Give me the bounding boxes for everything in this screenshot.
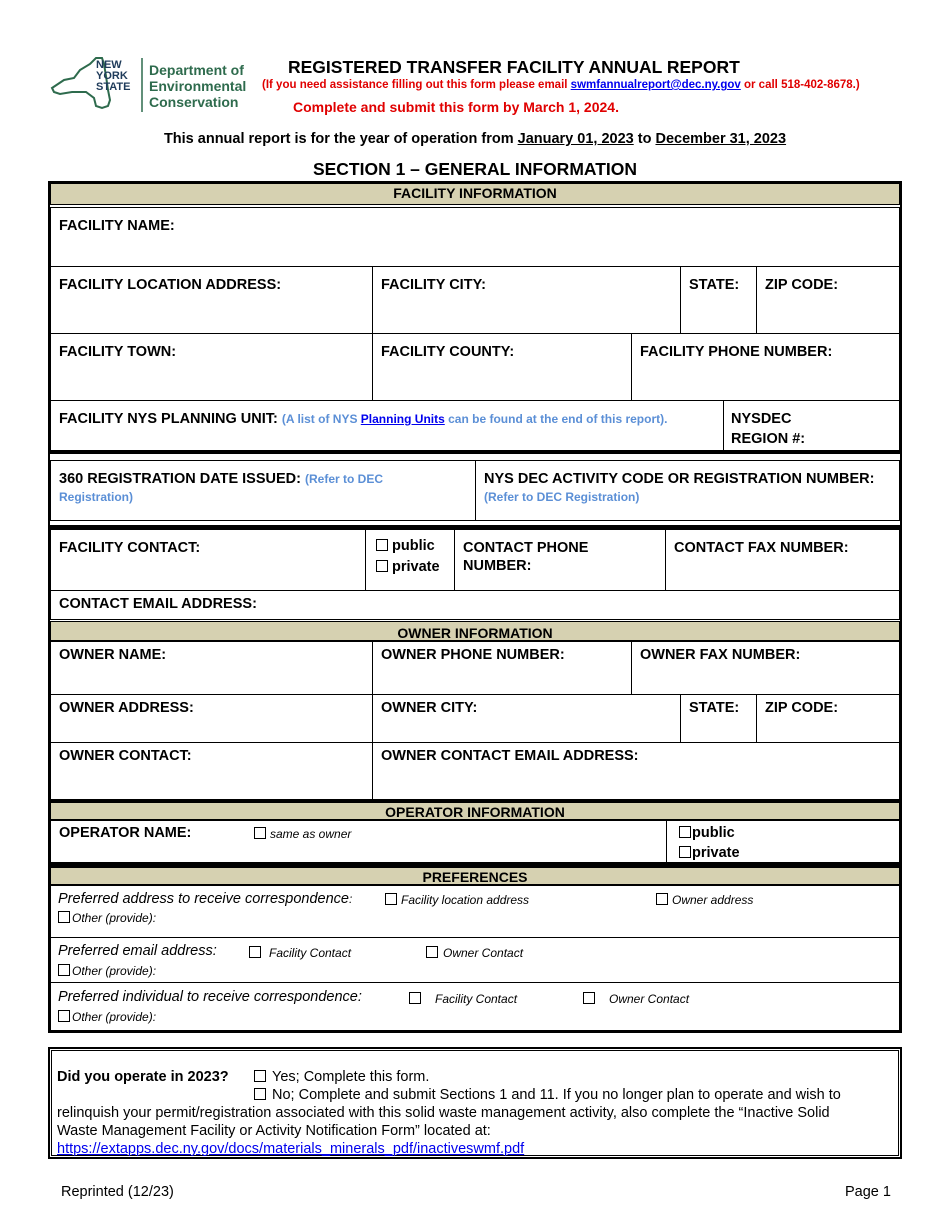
planning-units-link[interactable]: Planning Units xyxy=(360,412,445,426)
individual-other-checkbox[interactable] xyxy=(58,1010,70,1022)
logo-new: NEW xyxy=(96,59,122,71)
owner-contact-email-label: OWNER CONTACT EMAIL ADDRESS: xyxy=(381,748,639,764)
email-owner-contact-checkbox[interactable] xyxy=(426,946,438,958)
email-facility-contact-checkbox[interactable] xyxy=(249,946,261,958)
activity-code-text: NYS DEC ACTIVITY CODE OR REGISTRATION NUMBER: xyxy=(484,471,875,487)
facility-name-field[interactable] xyxy=(50,207,900,267)
contact-fax-field[interactable] xyxy=(665,529,900,591)
owner-address-field[interactable] xyxy=(50,694,373,743)
planning-note-post: can be found at the end of this report). xyxy=(444,412,668,426)
section-title: SECTION 1 – GENERAL INFORMATION xyxy=(312,159,638,179)
facility-zip-label: ZIP CODE: xyxy=(765,277,839,293)
preferred-email-row xyxy=(50,937,900,983)
dept-line-3: Conservation xyxy=(149,94,239,110)
preferred-individual-question: Preferred individual to receive correspondence: xyxy=(58,989,362,1005)
year-to: December 31, 2023 xyxy=(655,131,787,147)
individual-owner-contact-label: Owner Contact xyxy=(609,992,690,1006)
region-line-1: NYSDEC xyxy=(731,411,792,427)
planning-unit-text: FACILITY NYS PLANNING UNIT: xyxy=(59,411,282,427)
preferred-email-question: Preferred email address: xyxy=(58,943,217,959)
facility-contact-type xyxy=(365,529,455,591)
preferred-address-question: Preferred address to receive correspondence xyxy=(58,891,349,907)
contact-phone-field[interactable] xyxy=(454,529,666,591)
facility-county-field[interactable] xyxy=(372,333,632,401)
logo-state: STATE xyxy=(96,81,131,93)
facility-phone-field[interactable] xyxy=(631,333,900,401)
owner-name-label: OWNER NAME: xyxy=(59,647,167,663)
nys-dec-logo xyxy=(50,54,255,118)
region-line-2: REGION #: xyxy=(731,431,806,447)
operate-yes xyxy=(254,1069,429,1085)
email-owner-contact-label: Owner Contact xyxy=(443,946,524,960)
contact-email-label: CONTACT EMAIL ADDRESS: xyxy=(59,596,257,612)
individual-facility-contact-label: Facility Contact xyxy=(435,992,518,1006)
owner-contact-email-field[interactable] xyxy=(372,742,900,800)
activity-code-label xyxy=(484,470,884,506)
email-other-label: Other (provide): xyxy=(72,964,157,978)
dept-line-1: Department of xyxy=(149,62,244,78)
facility-contact-field[interactable] xyxy=(50,529,366,591)
operator-public-label: public xyxy=(692,825,735,841)
owner-city-field[interactable] xyxy=(372,694,681,743)
year-of-operation xyxy=(0,131,950,147)
preferred-address-row xyxy=(50,885,900,938)
submit-deadline: Complete and submit this form by March 1, 2024. xyxy=(293,99,619,115)
facility-contact-label: FACILITY CONTACT: xyxy=(59,540,201,556)
owner-contact-field[interactable] xyxy=(50,742,373,800)
region-label xyxy=(731,410,805,448)
private-checkbox[interactable] xyxy=(376,560,388,572)
registration-date-note: (Refer to DEC Registration) xyxy=(59,472,384,504)
owner-zip-field[interactable] xyxy=(756,694,900,743)
operate-yes-label: Yes; Complete this form. xyxy=(272,1069,430,1085)
owner-info-band: OWNER INFORMATION xyxy=(50,621,900,641)
operate-line-2: relinquish your permit/registration associated with this solid waste management activity, also complete the “Inactive Solid xyxy=(57,1105,830,1121)
nysdec-region-field[interactable] xyxy=(723,400,900,452)
preferences-band: PREFERENCES xyxy=(50,867,900,885)
owner-name-field[interactable] xyxy=(50,641,373,695)
individual-owner-contact-checkbox[interactable] xyxy=(583,992,595,1004)
public-checkbox[interactable] xyxy=(376,539,388,551)
operator-name-field[interactable] xyxy=(50,820,667,863)
facility-city-field[interactable] xyxy=(372,266,681,334)
operator-name-label: OPERATOR NAME: xyxy=(59,825,192,841)
owner-phone-label: OWNER PHONE NUMBER: xyxy=(381,647,565,663)
pref-address-other-checkbox[interactable] xyxy=(58,911,70,923)
facility-city-label: FACILITY CITY: xyxy=(381,277,486,293)
facility-planning-unit-field[interactable] xyxy=(50,400,724,452)
pref-facility-location-checkbox[interactable] xyxy=(385,893,397,905)
owner-contact-label: OWNER CONTACT: xyxy=(59,748,192,764)
inactive-form-link[interactable]: https://extapps.dec.ny.gov/docs/materials_minerals_pdf/inactiveswmf.pdf xyxy=(57,1141,525,1157)
activity-code-field[interactable] xyxy=(475,460,900,521)
pref-facility-location-label: Facility location address xyxy=(401,893,530,907)
operator-info-band: OPERATOR INFORMATION xyxy=(50,802,900,820)
facility-location-address-label: FACILITY LOCATION ADDRESS: xyxy=(59,277,282,293)
planning-note-pre: (A list of NYS xyxy=(281,412,361,426)
operate-no xyxy=(254,1087,841,1103)
assist-post: or call 518-402-8678.) xyxy=(740,79,860,91)
page-number: Page 1 xyxy=(845,1184,891,1200)
owner-address-label: OWNER ADDRESS: xyxy=(59,700,194,716)
pref-owner-address-checkbox[interactable] xyxy=(656,893,668,905)
facility-town-label: FACILITY TOWN: xyxy=(59,344,177,360)
year-pre: This annual report is for the year of operation from xyxy=(163,131,518,147)
facility-town-field[interactable] xyxy=(50,333,373,401)
private-label: private xyxy=(392,559,440,575)
public-label: public xyxy=(392,538,435,554)
year-mid: to xyxy=(633,131,656,147)
owner-phone-field[interactable] xyxy=(372,641,632,695)
planning-unit-label xyxy=(59,410,667,428)
report-title: REGISTERED TRANSFER FACILITY ANNUAL REPORT xyxy=(288,57,740,77)
individual-other-label: Other (provide): xyxy=(72,1010,157,1024)
assist-email-link[interactable]: swmfannualreport@dec.ny.gov xyxy=(570,79,741,91)
facility-state-label: STATE: xyxy=(689,277,740,293)
operate-yes-checkbox[interactable] xyxy=(254,1070,266,1082)
owner-fax-field[interactable] xyxy=(631,641,900,695)
pref-owner-address-label: Owner address xyxy=(672,893,754,907)
activity-code-note: (Refer to DEC Registration) xyxy=(484,490,640,504)
preferred-address-colon: : xyxy=(348,892,353,906)
assist-pre: (If you need assistance filling out this form please email xyxy=(262,79,571,91)
pref-address-other-label: Other (provide): xyxy=(72,911,157,925)
preferred-individual-row xyxy=(50,982,900,1031)
facility-state-field[interactable] xyxy=(680,266,757,334)
operate-line-3: Waste Management Facility or Activity Notification Form” located at: xyxy=(57,1123,491,1139)
facility-info-band: FACILITY INFORMATION xyxy=(50,183,900,205)
operate-no-label: No; Complete and submit Sections 1 and 11. If you no longer plan to operate and wish to xyxy=(272,1087,841,1103)
operate-no-checkbox[interactable] xyxy=(254,1088,266,1100)
email-facility-contact-label: Facility Contact xyxy=(269,946,352,960)
logo-york: YORK xyxy=(96,70,128,82)
facility-county-label: FACILITY COUNTY: xyxy=(381,344,515,360)
facility-location-address-field[interactable] xyxy=(50,266,373,334)
individual-facility-contact-checkbox[interactable] xyxy=(409,992,421,1004)
operator-private-checkbox[interactable] xyxy=(679,846,691,858)
owner-zip-label: ZIP CODE: xyxy=(765,700,839,716)
owner-state-label: STATE: xyxy=(689,700,740,716)
owner-state-field[interactable] xyxy=(680,694,757,743)
operator-private-label: private xyxy=(692,845,740,861)
operator-type xyxy=(666,820,900,863)
reprinted-date: Reprinted (12/23) xyxy=(61,1184,174,1200)
facility-phone-label: FACILITY PHONE NUMBER: xyxy=(640,344,833,360)
year-from: January 01, 2023 xyxy=(517,131,634,147)
assistance-note xyxy=(262,79,860,91)
facility-zip-field[interactable] xyxy=(756,266,900,334)
registration-date-label xyxy=(59,470,459,506)
operate-question-line xyxy=(57,1069,229,1085)
owner-fax-label: OWNER FAX NUMBER: xyxy=(640,647,801,663)
same-as-owner-checkbox[interactable] xyxy=(254,827,266,839)
email-other-checkbox[interactable] xyxy=(58,964,70,976)
contact-phone-label: CONTACT PHONE NUMBER: xyxy=(463,540,589,574)
contact-fax-label: CONTACT FAX NUMBER: xyxy=(674,540,849,556)
owner-city-label: OWNER CITY: xyxy=(381,700,478,716)
facility-name-label: FACILITY NAME: xyxy=(59,218,175,234)
operate-question: Did you operate in 2023? xyxy=(57,1069,229,1085)
same-as-owner-label: same as owner xyxy=(270,827,352,841)
registration-date-text: 360 REGISTRATION DATE ISSUED: xyxy=(59,471,305,487)
operator-public-checkbox[interactable] xyxy=(679,826,691,838)
dept-line-2: Environmental xyxy=(149,78,247,94)
registration-date-field[interactable] xyxy=(50,460,476,521)
contact-email-field[interactable] xyxy=(50,590,900,620)
